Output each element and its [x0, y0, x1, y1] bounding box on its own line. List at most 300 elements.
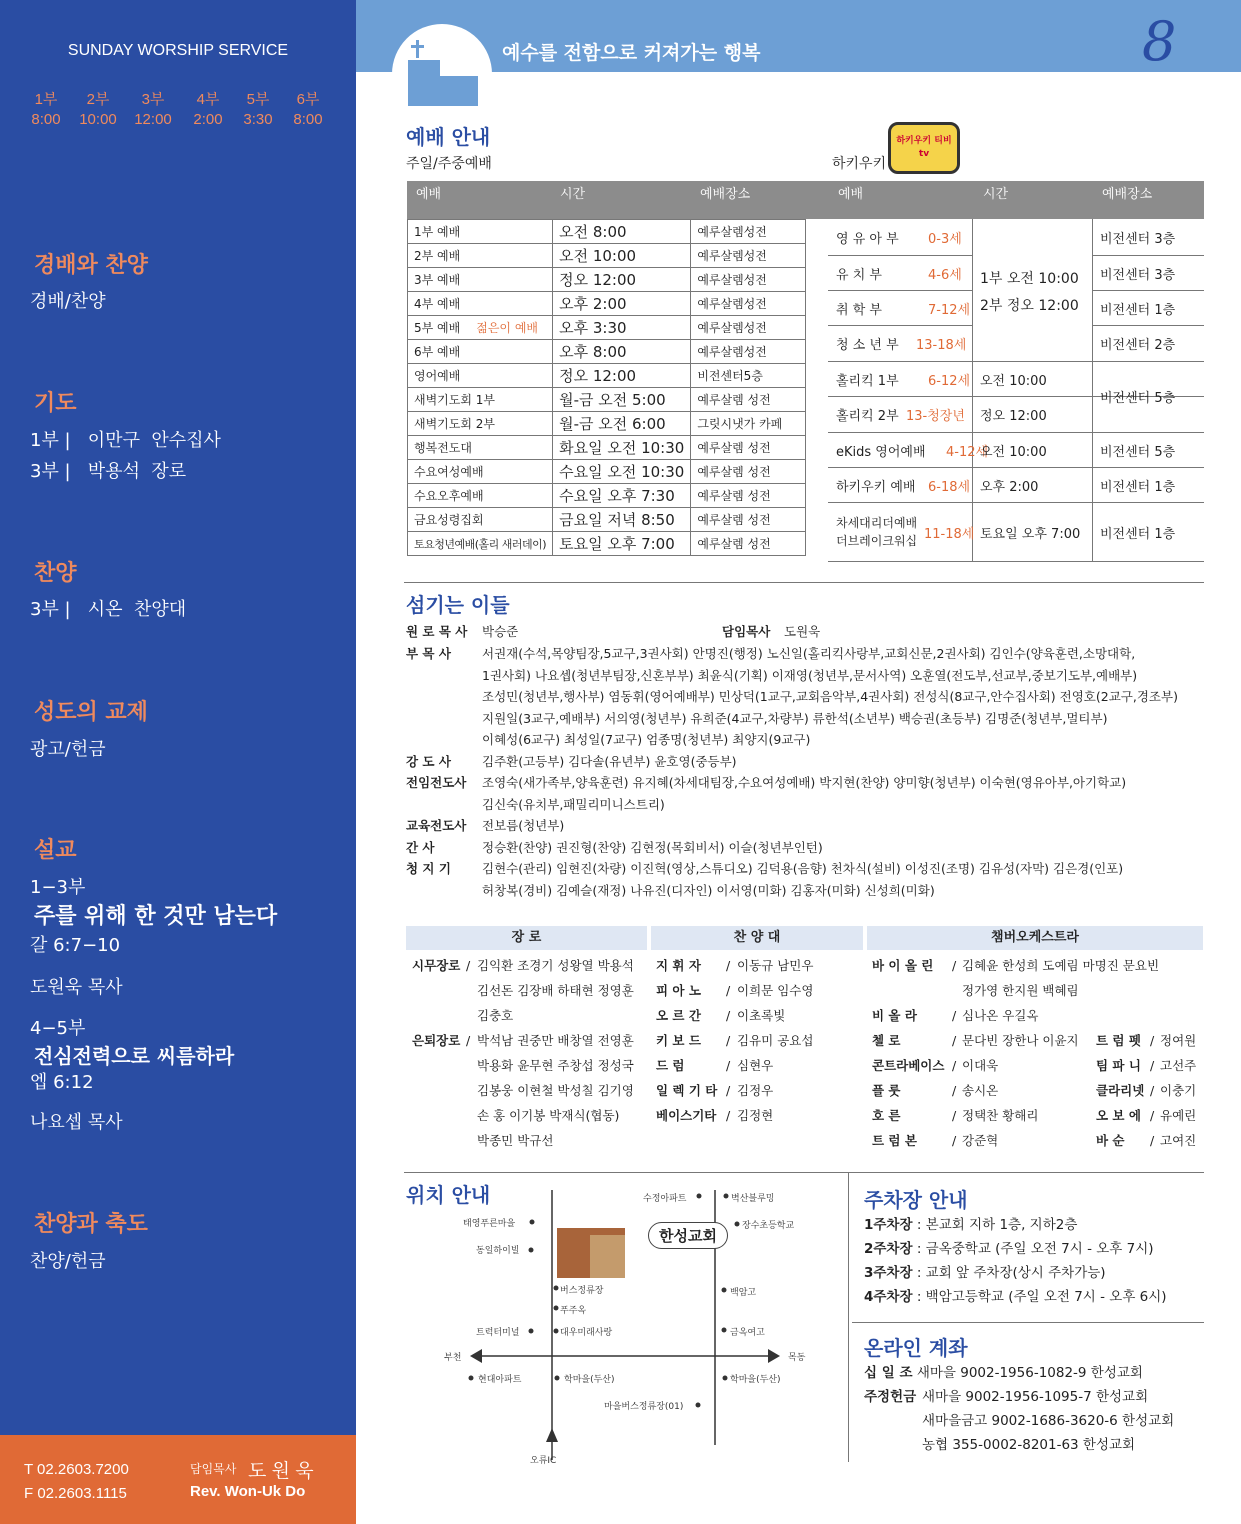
worship-heading: 예배 안내 [406, 125, 491, 149]
schedule-row [408, 292, 806, 316]
schedule-name: 토요청년예배(홀리 새러데이) [414, 537, 547, 551]
map-label: 버스정류장 [560, 1286, 604, 1296]
kids-dept-name: 영 유 아 부 [836, 232, 899, 247]
slash: / [952, 1108, 957, 1123]
slash: / [1150, 1108, 1155, 1123]
service-number: 3부 [141, 91, 165, 108]
table-line [972, 467, 1092, 468]
map-label: 목동 [788, 1353, 806, 1363]
slash: / [726, 1008, 731, 1023]
weekly-account-3: 농협 355-0002-8201-63 한성교회 [922, 1437, 1136, 1453]
orchestra-role: 호 른 [872, 1108, 901, 1123]
schedule-name: 새벽기도회 2부 [414, 417, 496, 431]
schedule-name-cell [408, 508, 553, 532]
kids-age: 0-3세 [928, 232, 962, 247]
sermon2-title: 전심전력으로 씨름하라 [34, 1044, 235, 1068]
service-number: 2부 [86, 91, 110, 108]
kids-dept-name: 차세대리더예배 [836, 516, 918, 530]
staff-names: 서권재(수석,목양팀장,5교구,3권사회) 안명진(행정) 노신일(홀리킥사랑부,교회신문,2권사회) 김인수(양육훈련,소망대학, [482, 646, 1136, 661]
orchestra-name: 유예린 [1160, 1108, 1197, 1123]
staff-names: 김주환(고등부) 김다솔(유년부) 윤호영(중등부) [482, 753, 737, 769]
orchestra-name: 강준혁 [962, 1133, 999, 1148]
elders-active-names: 김충호 [477, 1008, 514, 1023]
schedule-name-cell [408, 388, 553, 412]
fellowship-line: 광고/헌금 [30, 739, 106, 760]
table-line [828, 502, 972, 503]
kids-dept-name: 홀리킥 1부 [836, 373, 899, 389]
kids-dept-name: 더브레이크워십 [836, 534, 918, 548]
elders-retired-names: 박종민 박규선 [477, 1133, 554, 1148]
kids-place: 비전센터 3층 [1100, 267, 1176, 283]
prayer-section-title: 기도 [34, 391, 77, 416]
kids-schedule-table [828, 219, 1204, 561]
orchestra-heading: 챔버오케스트라 [867, 926, 1203, 950]
kids-dept-name: 유 치 부 [836, 267, 882, 283]
elders-retired-names: 박석남 권중만 배창열 전영훈 [477, 1033, 634, 1048]
slash: / [726, 983, 731, 998]
slash: / [952, 1058, 957, 1073]
slash: / [726, 1058, 731, 1073]
divider [848, 1172, 849, 1462]
kids-dept-name: eKids 영어예배 [836, 444, 926, 460]
map-label: 마을버스정류장(01) [604, 1402, 684, 1412]
choir-role: 일 렉 기 타 [656, 1083, 718, 1098]
staff-names: 김신숙(유치부,패밀리미니스트리) [482, 796, 665, 812]
schedule-name-cell [408, 412, 553, 436]
evangelist-label: 전임전도사 [406, 775, 467, 790]
orchestra-role: 클라리넷 [1096, 1083, 1145, 1098]
staff-names: 조영숙(새가족부,양육훈련) 유지혜(차세대팀장,수요여성예배) 박지현(찬양) 양미향(청년부) 이숙현(영유아부,아기학교) [482, 775, 1127, 790]
senior-name: 도원욱 [784, 624, 821, 639]
table-line [972, 396, 1092, 397]
schedule-name: 수요오후예배 [414, 489, 484, 503]
worship-sub-right: 하키우키 [832, 156, 887, 172]
sermon2-part: 4−5부 [30, 1018, 86, 1039]
kids-age: 4-6세 [928, 267, 962, 283]
map-label: 장수초등학교 [742, 1221, 795, 1231]
banner-slogan: 예수를 전함으로 커져가는 행복 [502, 42, 761, 64]
service-time-1 [18, 90, 74, 130]
schedule-time: 오전 10:00 [553, 244, 691, 268]
service-number: 1부 [34, 91, 58, 108]
map-label: 백암고 [730, 1288, 757, 1298]
choir-role: 베이스기타 [656, 1108, 717, 1123]
orchestra-role: 비 올 라 [872, 1008, 917, 1023]
orchestra-name: 정택찬 황해리 [962, 1108, 1039, 1123]
orchestra-name: 문다빈 장한나 이윤지 [962, 1033, 1079, 1048]
kids-age: 7-12세 [928, 302, 971, 318]
schedule-place: 예루살렘성전 [691, 244, 806, 268]
orchestra-role: 콘트라베이스 [872, 1058, 945, 1073]
sermon2-verse: 엡 6:12 [30, 1072, 94, 1093]
kids-time: 토요일 오후 7:00 [980, 526, 1081, 542]
table-line [972, 561, 1092, 562]
church-icon [404, 34, 482, 106]
slash: / [726, 1108, 731, 1123]
schedule-place: 예루살렘성전 [691, 292, 806, 316]
kids-time: 오전 10:00 [980, 373, 1047, 389]
staff-names: 김현수(관리) 임현진(차량) 이진혁(영상,스튜디오) 김덕용(음향) 천차식(설비) 이성진(조명) 김유성(자막) 김은경(인포) [482, 861, 1124, 876]
kids-header-place: 예배장소 [1102, 187, 1153, 202]
parking-row [864, 1238, 1154, 1262]
schedule-name: 새벽기도회 1부 [414, 393, 496, 407]
kids-time: 정오 12:00 [980, 409, 1047, 424]
orchestra-name: 이충기 [1160, 1083, 1197, 1098]
schedule-name-cell [408, 436, 553, 460]
choir-name: 김정현 [737, 1108, 774, 1123]
parking-row [864, 1262, 1106, 1286]
choir-role: 피 아 노 [656, 983, 701, 998]
schedule-name-cell [408, 244, 553, 268]
weekly-account-1: 새마을 9002-1956-1095-7 한성교회 [922, 1389, 1149, 1405]
schedule-name-cell [408, 484, 553, 508]
schedule-header-time: 시간 [560, 187, 586, 202]
schedule-name: 3부 예배 [414, 273, 461, 287]
praise-section-title: 찬양 [34, 561, 77, 586]
sidebar-title: SUNDAY WORSHIP SERVICE [67, 42, 289, 59]
table-line [1092, 561, 1204, 562]
schedule-time: 오전 8:00 [553, 220, 691, 244]
kids-place: 비전센터 1층 [1100, 526, 1176, 542]
staff-names: 전보름(청년부) [482, 818, 565, 833]
schedule-row [408, 268, 806, 292]
schedule-header-name: 예배 [416, 187, 442, 202]
pastor-name-en: Rev. Won-Uk Do [190, 1483, 306, 1500]
secretary-label: 간 사 [406, 839, 435, 855]
orchestra-name: 이대욱 [962, 1058, 999, 1073]
schedule-header-bar [407, 181, 1204, 219]
schedule-row [408, 460, 806, 484]
schedule-name-cell [408, 460, 553, 484]
table-line [1092, 219, 1093, 561]
slash: / [726, 1033, 731, 1048]
orchestra-role: 플 룻 [872, 1083, 901, 1098]
map-label: 학마을(두산) [564, 1375, 615, 1385]
schedule-time: 오후 3:30 [553, 316, 691, 340]
schedule-note: 젊은이 예배 [476, 321, 539, 335]
kids-age: 11-18세 [924, 526, 975, 542]
orchestra-name: 고선주 [1160, 1058, 1197, 1073]
worship-sub-left: 주일/주중예배 [406, 156, 492, 172]
schedule-time: 수요일 오후 7:30 [553, 484, 691, 508]
schedule-place: 예루살렘 성전 [691, 460, 806, 484]
parking-sep: : [912, 1289, 926, 1305]
choir-role: 키 보 드 [656, 1033, 701, 1048]
parking-row [864, 1286, 1167, 1310]
choir-name: 이희문 임수영 [737, 983, 814, 998]
prayer-line-1: 1부 | 이만구 안수집사 [30, 430, 221, 451]
schedule-name-cell [408, 532, 553, 556]
orchestra-name: 정가영 한지원 백혜림 [962, 983, 1079, 998]
parking-lot-name: 4주차장 [864, 1289, 913, 1305]
slash: / [952, 1008, 957, 1023]
schedule-name: 5부 예배 [414, 321, 461, 335]
hakiuki-tv-logo: 하키우키 티비 tv [888, 122, 960, 174]
service-hour: 3:30 [243, 111, 273, 128]
table-line [828, 325, 972, 326]
phone-number: T 02.2603.7200 [24, 1461, 129, 1478]
staff-line [406, 880, 935, 902]
choir-name: 김정우 [737, 1083, 774, 1098]
staff-senior [722, 621, 820, 643]
parking-heading: 주차장 안내 [864, 1188, 968, 1212]
map-label: 푸주옥 [560, 1306, 587, 1316]
sermon1-verse: 갈 6:7−10 [30, 935, 121, 956]
orchestra-name: 송시온 [962, 1083, 999, 1098]
schedule-name: 4부 예배 [414, 297, 461, 311]
service-time-6 [280, 90, 336, 130]
map-label: 수정아파트 [643, 1194, 687, 1204]
elders-retired-names: 손 홍 이기봉 박재식(협동) [477, 1108, 620, 1123]
page-number: 8 [1142, 10, 1177, 73]
schedule-time: 월-금 오전 5:00 [553, 388, 691, 412]
schedule-place: 비전센터5층 [691, 364, 806, 388]
orchestra-name: 정여원 [1160, 1033, 1197, 1048]
weekly-account-2: 새마을금고 9002-1686-3620-6 한성교회 [922, 1413, 1175, 1429]
slash: / [952, 1033, 957, 1048]
kids-header-time: 시간 [983, 187, 1009, 202]
schedule-name: 영어예배 [414, 369, 461, 383]
service-number: 6부 [296, 91, 320, 108]
slash: / [1150, 1083, 1155, 1098]
schedule-name-cell [408, 316, 553, 340]
choir-role: 드 럼 [656, 1058, 685, 1073]
staff-line [406, 708, 1107, 730]
worship-section-line: 경배/찬양 [30, 291, 106, 312]
schedule-place: 예루살렘 성전 [691, 508, 806, 532]
schedule-name: 6부 예배 [414, 345, 461, 359]
schedule-time: 정오 12:00 [553, 268, 691, 292]
schedule-name: 수요여성예배 [414, 465, 484, 479]
schedule-row [408, 436, 806, 460]
staff-line [406, 815, 564, 837]
kids-time: 오후 2:00 [980, 479, 1039, 495]
orchestra-name: 고여진 [1160, 1133, 1197, 1148]
parking-row [864, 1214, 1077, 1238]
schedule-row [408, 388, 806, 412]
parking-sep: : [912, 1217, 926, 1233]
map-label: 학마을(두산) [730, 1375, 781, 1385]
map-label: 금옥여고 [730, 1328, 765, 1338]
kids-place: 비전센터 2층 [1100, 338, 1176, 353]
fellowship-section-title: 성도의 교제 [34, 700, 148, 725]
slash: / [952, 1083, 957, 1098]
sermon1-speaker: 도원욱 목사 [30, 977, 123, 998]
schedule-row [408, 316, 806, 340]
parking-sep: : [912, 1265, 926, 1281]
weekly-account [864, 1386, 916, 1410]
schedule-name-cell [408, 292, 553, 316]
schedule-row [408, 244, 806, 268]
table-line [1092, 290, 1204, 291]
service-hour: 8:00 [31, 111, 61, 128]
edu-evangelist-label: 교육전도사 [406, 818, 467, 833]
map-label: 동일하이빌 [476, 1246, 520, 1256]
table-line [828, 396, 972, 397]
staff-names: 조성민(청년부,행사부) 염동휘(영어예배부) 민상덕(1교구,교회음악부,4권사회) 전성식(8교구,안수집사회) 전영호(2교구,경조부) [482, 689, 1178, 704]
service-time-3 [125, 90, 181, 130]
parking-lot-desc: 금옥중학교 (주일 오전 7시 - 오후 7시) [925, 1241, 1154, 1257]
closing-line: 찬양/헌금 [30, 1251, 106, 1272]
staff-names: 정승환(찬양) 권진형(찬양) 김현정(목회비서) 이슬(청년부인턴) [482, 839, 823, 855]
elders-heading: 장 로 [406, 926, 647, 950]
schedule-name: 금요성령집회 [414, 513, 484, 527]
elders-active-names: 김선돈 김장배 하태현 정영훈 [477, 983, 634, 998]
church-map-label: 한성교회 [648, 1222, 728, 1249]
schedule-name: 2부 예배 [414, 249, 461, 263]
elders-retired-names: 김봉웅 이현철 박성칠 김기영 [477, 1083, 634, 1098]
service-time-5 [230, 90, 286, 130]
slash: / [466, 958, 471, 973]
service-number: 4부 [196, 91, 220, 108]
map-label: 태영푸른마을 [463, 1219, 516, 1229]
orchestra-role: 첼 로 [872, 1033, 901, 1048]
schedule-place: 예루살렘 성전 [691, 436, 806, 460]
parking-lot-name: 3주차장 [864, 1265, 913, 1281]
senior-label: 담임목사 [722, 624, 771, 639]
kids-place: 비전센터 1층 [1100, 302, 1176, 318]
schedule-row [408, 508, 806, 532]
staff-heading: 섬기는 이들 [406, 593, 510, 617]
pastor-label: 담임목사 [190, 1462, 237, 1476]
kids-dept-name: 하키우키 예배 [836, 479, 916, 495]
table-line [1092, 432, 1204, 433]
schedule-place: 그릿시냇가 카페 [691, 412, 806, 436]
parking-lot-desc: 교회 앞 주차장(상시 주차가능) [925, 1265, 1106, 1281]
parking-lot-desc: 백암고등학교 (주일 오전 7시 - 오후 6시) [925, 1289, 1167, 1305]
schedule-time: 화요일 오전 10:30 [553, 436, 691, 460]
staff-line [406, 858, 1123, 880]
schedule-place: 예루살렘 성전 [691, 532, 806, 556]
kids-age: 6-12세 [928, 373, 971, 389]
worship-schedule-table [407, 219, 806, 556]
table-line [828, 361, 972, 362]
kids-shared-time-2: 2부 정오 12:00 [980, 298, 1079, 314]
service-number: 5부 [246, 91, 270, 108]
kids-dept-name: 청 소 년 부 [836, 338, 899, 353]
schedule-row [408, 484, 806, 508]
orchestra-role: 오 보 에 [1096, 1108, 1141, 1123]
schedule-place: 예루살렘 성전 [691, 388, 806, 412]
staff-names: 1권사회) 나요셉(청년부팀장,신혼부부) 최윤식(기획) 이재영(청년부,문서사역) 오훈열(전도부,선교부,중보기도부,예배부) [482, 667, 1138, 683]
schedule-place: 예루살렘성전 [691, 316, 806, 340]
staff-names: 지원일(3교구,예배부) 서의영(청년부) 유희준(4교구,차량부) 류한석(소년부) 백승권(초등부) 김명준(청년부,멀티부) [482, 710, 1108, 726]
orchestra-name: 김혜윤 한성희 도예림 마명진 문요빈 [962, 958, 1160, 973]
parking-lot-name: 1주차장 [864, 1217, 913, 1233]
staff-emeritus [406, 621, 518, 643]
kids-age: 13-18세 [916, 338, 967, 353]
staff-line [406, 643, 1135, 665]
elders-retired-names: 박용화 윤무현 주창섭 정성국 [477, 1058, 634, 1073]
slash: / [466, 1033, 471, 1048]
choir-role: 지 휘 자 [656, 958, 701, 973]
table-line [1092, 361, 1204, 362]
praise-line-3: 3부 | 시온 찬양대 [30, 599, 187, 620]
sermon-section-title: 설교 [34, 838, 77, 863]
schedule-place: 예루살렘성전 [691, 340, 806, 364]
table-line [828, 561, 972, 562]
schedule-header-place: 예배장소 [700, 187, 751, 202]
slash: / [952, 1133, 957, 1148]
kids-time: 오전 10:00 [980, 444, 1047, 460]
service-time-2 [70, 90, 126, 130]
lecturer-label: 강 도 사 [406, 753, 451, 769]
orchestra-role: 바 이 올 린 [872, 958, 934, 973]
kids-dept-name: 홀리킥 2부 [836, 409, 899, 424]
choir-name: 심현우 [737, 1058, 774, 1073]
orchestra-role: 바 순 [1096, 1133, 1125, 1148]
tithe-account [864, 1362, 1143, 1386]
kids-shared-time-1: 1부 오전 10:00 [980, 271, 1079, 287]
schedule-name-cell [408, 340, 553, 364]
elders-active-names: 김익환 조경기 성왕열 박용석 [477, 958, 634, 973]
table-line [828, 255, 972, 256]
elders-active-label: 시무장로 [412, 958, 461, 973]
emeritus-label: 원 로 목 사 [406, 624, 468, 639]
kids-age: 13-청장년 [906, 409, 965, 424]
kids-holykick-place: 비전센터 5층 [1100, 391, 1176, 406]
staff-names: 이혜성(6교구) 최성일(7교구) 엄종명(청년부) 최양지(9교구) [482, 732, 811, 747]
schedule-time: 월-금 오전 6:00 [553, 412, 691, 436]
schedule-row [408, 412, 806, 436]
table-line [828, 290, 972, 291]
service-time-4 [180, 90, 236, 130]
slash: / [726, 958, 731, 973]
staff-line [406, 772, 1126, 794]
map-label: 부천 [444, 1353, 462, 1363]
table-line [1092, 255, 1204, 256]
slash: / [1150, 1058, 1155, 1073]
emeritus-name: 박승준 [482, 624, 519, 639]
parking-lot-desc: 본교회 지하 1층, 지하2층 [925, 1217, 1078, 1233]
staff-line [406, 665, 1137, 687]
staff-line [406, 794, 665, 816]
schedule-row [408, 220, 806, 244]
tithe-value: 새마을 9002-1956-1082-9 한성교회 [916, 1365, 1143, 1381]
parking-sep: : [912, 1241, 926, 1257]
service-hour: 12:00 [134, 111, 172, 128]
orchestra-role: 팀 파 니 [1096, 1058, 1141, 1073]
kids-header-name: 예배 [838, 187, 864, 202]
parking-lot-name: 2주차장 [864, 1241, 913, 1257]
schedule-time: 수요일 오전 10:30 [553, 460, 691, 484]
table-line [1092, 502, 1204, 503]
schedule-row [408, 364, 806, 388]
choir-name: 이초록빛 [737, 1008, 786, 1023]
sermon1-part: 1−3부 [30, 877, 86, 898]
service-hour: 8:00 [293, 111, 323, 128]
map-label: 현대아파트 [478, 1375, 522, 1385]
tithe-label: 십 일 조 [864, 1365, 913, 1381]
map-label: 오류IC [530, 1456, 557, 1466]
pastor-name: 도 원 욱 [248, 1461, 314, 1482]
schedule-time: 금요일 저녁 8:50 [553, 508, 691, 532]
staff-line [406, 729, 810, 751]
table-line [972, 502, 1092, 503]
schedule-name: 1부 예배 [414, 225, 461, 239]
steward-label: 청 지 기 [406, 861, 451, 876]
orchestra-name: 심나온 우길옥 [962, 1008, 1039, 1023]
schedule-place: 예루살렘성전 [691, 268, 806, 292]
location-heading: 위치 안내 [406, 1183, 491, 1207]
map-label: 벽산블루밍 [731, 1194, 775, 1204]
weekly-label: 주정헌금 [864, 1389, 917, 1405]
choir-name: 이동규 남민우 [737, 958, 814, 973]
prayer-line-3: 3부 | 박용석 장로 [30, 461, 187, 482]
account-heading: 온라인 계좌 [864, 1336, 968, 1360]
staff-line [406, 751, 737, 773]
kids-place: 비전센터 5층 [1100, 444, 1176, 460]
